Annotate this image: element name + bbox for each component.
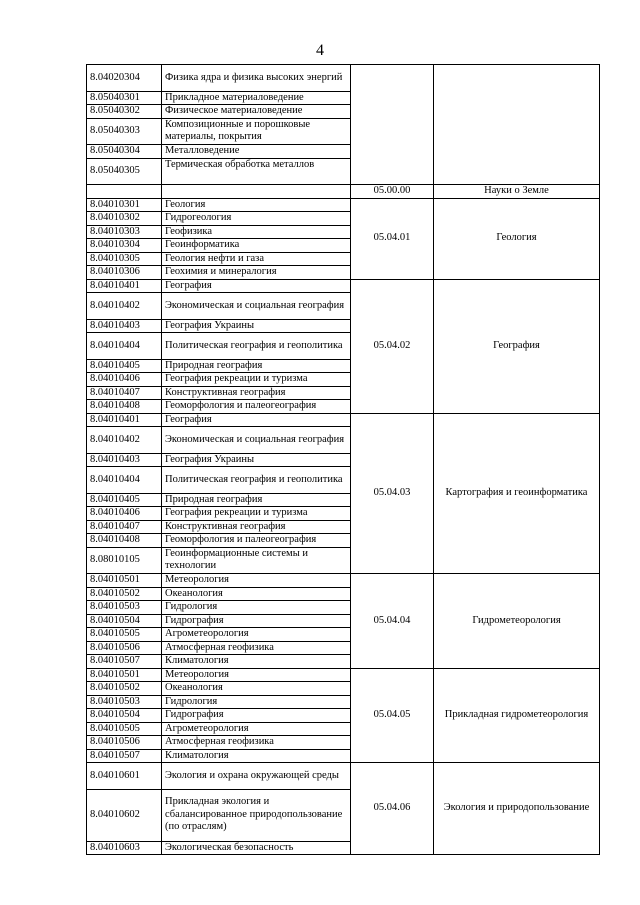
row-name: Климатология <box>162 655 351 669</box>
row-name: Гидрология <box>162 695 351 709</box>
row-code: 8.05040303 <box>87 118 162 145</box>
row-name: Политическая география и геополитика <box>162 333 351 360</box>
group-name: Прикладная гидрометеорология <box>434 668 600 763</box>
row-code: 8.04010507 <box>87 749 162 763</box>
row-code: 8.08010105 <box>87 547 162 574</box>
row-name: Климатология <box>162 749 351 763</box>
row-name: География Украины <box>162 453 351 467</box>
row-code: 8.04010306 <box>87 266 162 280</box>
row-name: Гидрография <box>162 709 351 723</box>
row-code: 8.04010503 <box>87 695 162 709</box>
row-code: 8.04010404 <box>87 467 162 494</box>
row-code: 8.04010407 <box>87 386 162 400</box>
row-name: Гидрогеология <box>162 212 351 226</box>
row-name: Геоморфология и палеогеография <box>162 534 351 548</box>
row-code: 8.04010602 <box>87 789 162 841</box>
row-code: 8.04010501 <box>87 668 162 682</box>
row-code: 8.04010408 <box>87 400 162 414</box>
row-code: 8.04010506 <box>87 641 162 655</box>
page-number: 4 <box>316 42 324 59</box>
row-code: 8.04010408 <box>87 534 162 548</box>
row-code: 8.04010403 <box>87 319 162 333</box>
row-code: 8.04010405 <box>87 359 162 373</box>
row-name: Геология <box>162 198 351 212</box>
row-name: География рекреации и туризма <box>162 373 351 387</box>
row-name: География <box>162 279 351 293</box>
group-code: 05.04.02 <box>351 279 434 413</box>
row-code: 8.04010507 <box>87 655 162 669</box>
group-name: Геология <box>434 198 600 279</box>
row-name: География <box>162 413 351 427</box>
row-name <box>162 185 351 199</box>
row-code: 8.04010504 <box>87 709 162 723</box>
row-code: 8.04010506 <box>87 736 162 750</box>
row-name: Метеорология <box>162 668 351 682</box>
row-name: Физическое материаловедение <box>162 105 351 119</box>
row-code: 8.04010406 <box>87 507 162 521</box>
group-code-cell <box>351 65 434 185</box>
row-code: 8.05040302 <box>87 105 162 119</box>
row-name: Геология нефти и газа <box>162 252 351 266</box>
row-name: Атмосферная геофизика <box>162 736 351 750</box>
row-code: 8.05040304 <box>87 145 162 159</box>
row-name: Агрометеорология <box>162 722 351 736</box>
row-name: Гидрология <box>162 601 351 615</box>
row-name: Природная география <box>162 493 351 507</box>
row-name: Композиционные и порошковые материалы, покрытия <box>162 118 351 145</box>
row-name: Геохимия и минералогия <box>162 266 351 280</box>
row-code: 8.04010505 <box>87 628 162 642</box>
row-name: Термическая обработка металлов <box>162 158 351 185</box>
group-code: 05.04.01 <box>351 198 434 279</box>
row-name: Экологическая безопасность <box>162 841 351 855</box>
row-name: Атмосферная геофизика <box>162 641 351 655</box>
row-name: География Украины <box>162 319 351 333</box>
row-code: 8.04010502 <box>87 587 162 601</box>
group-name-cell <box>434 65 600 185</box>
row-code: 8.04010405 <box>87 493 162 507</box>
table-row <box>87 279 600 293</box>
row-code: 8.05040301 <box>87 91 162 105</box>
row-code: 8.04010501 <box>87 574 162 588</box>
row-name: Геофизика <box>162 225 351 239</box>
table-row <box>87 198 600 212</box>
row-code: 8.04010505 <box>87 722 162 736</box>
group-code: 05.04.04 <box>351 574 434 669</box>
row-name: Физика ядра и физика высоких энергий <box>162 65 351 92</box>
row-name: Экология и охрана окружающей среды <box>162 763 351 790</box>
row-code: 8.04020304 <box>87 65 162 92</box>
row-name: Прикладная экология и сбалансированное природопользование (по отраслям) <box>162 789 351 841</box>
row-code: 8.04010504 <box>87 614 162 628</box>
row-code: 8.04010403 <box>87 453 162 467</box>
row-code: 8.05040305 <box>87 158 162 185</box>
row-code: 8.04010401 <box>87 413 162 427</box>
row-code: 8.04010401 <box>87 279 162 293</box>
row-code: 8.04010502 <box>87 682 162 696</box>
group-name: Картография и геоинформатика <box>434 413 600 574</box>
row-name: Природная география <box>162 359 351 373</box>
row-name: Конструктивная география <box>162 520 351 534</box>
row-name: Океанология <box>162 587 351 601</box>
row-code: 8.04010402 <box>87 293 162 320</box>
row-code: 8.04010301 <box>87 198 162 212</box>
row-code: 8.04010305 <box>87 252 162 266</box>
table-row <box>87 574 600 588</box>
row-name: Экономическая и социальная география <box>162 427 351 454</box>
row-name: Геоинформационные системы и технологии <box>162 547 351 574</box>
table-row <box>87 65 600 92</box>
section-header-row <box>87 185 600 199</box>
row-code: 8.04010601 <box>87 763 162 790</box>
row-code: 8.04010503 <box>87 601 162 615</box>
row-name: Океанология <box>162 682 351 696</box>
row-name: Конструктивная география <box>162 386 351 400</box>
row-code: 8.04010406 <box>87 373 162 387</box>
row-name: Металловедение <box>162 145 351 159</box>
row-code: 8.04010302 <box>87 212 162 226</box>
table-row <box>87 763 600 790</box>
row-name: Экономическая и социальная география <box>162 293 351 320</box>
row-name: Геоморфология и палеогеография <box>162 400 351 414</box>
row-name: Агрометеорология <box>162 628 351 642</box>
row-code: 8.04010402 <box>87 427 162 454</box>
group-name: География <box>434 279 600 413</box>
row-code: 8.04010303 <box>87 225 162 239</box>
row-name: Прикладное материаловедение <box>162 91 351 105</box>
row-code: 8.04010404 <box>87 333 162 360</box>
table-row <box>87 413 600 427</box>
section-code: 05.00.00 <box>351 185 434 199</box>
specialties-table <box>86 64 600 855</box>
row-name: Метеорология <box>162 574 351 588</box>
section-name: Науки о Земле <box>434 185 600 199</box>
group-code: 05.04.05 <box>351 668 434 763</box>
row-code: 8.04010407 <box>87 520 162 534</box>
table-row <box>87 668 600 682</box>
group-code: 05.04.03 <box>351 413 434 574</box>
group-code: 05.04.06 <box>351 763 434 855</box>
row-code: 8.04010304 <box>87 239 162 253</box>
row-name: Политическая география и геополитика <box>162 467 351 494</box>
row-code: 8.04010603 <box>87 841 162 855</box>
row-name: География рекреации и туризма <box>162 507 351 521</box>
row-name: Геоинформатика <box>162 239 351 253</box>
group-name: Гидрометеорология <box>434 574 600 669</box>
group-name: Экология и природопользование <box>434 763 600 855</box>
row-code <box>87 185 162 199</box>
row-name: Гидрография <box>162 614 351 628</box>
